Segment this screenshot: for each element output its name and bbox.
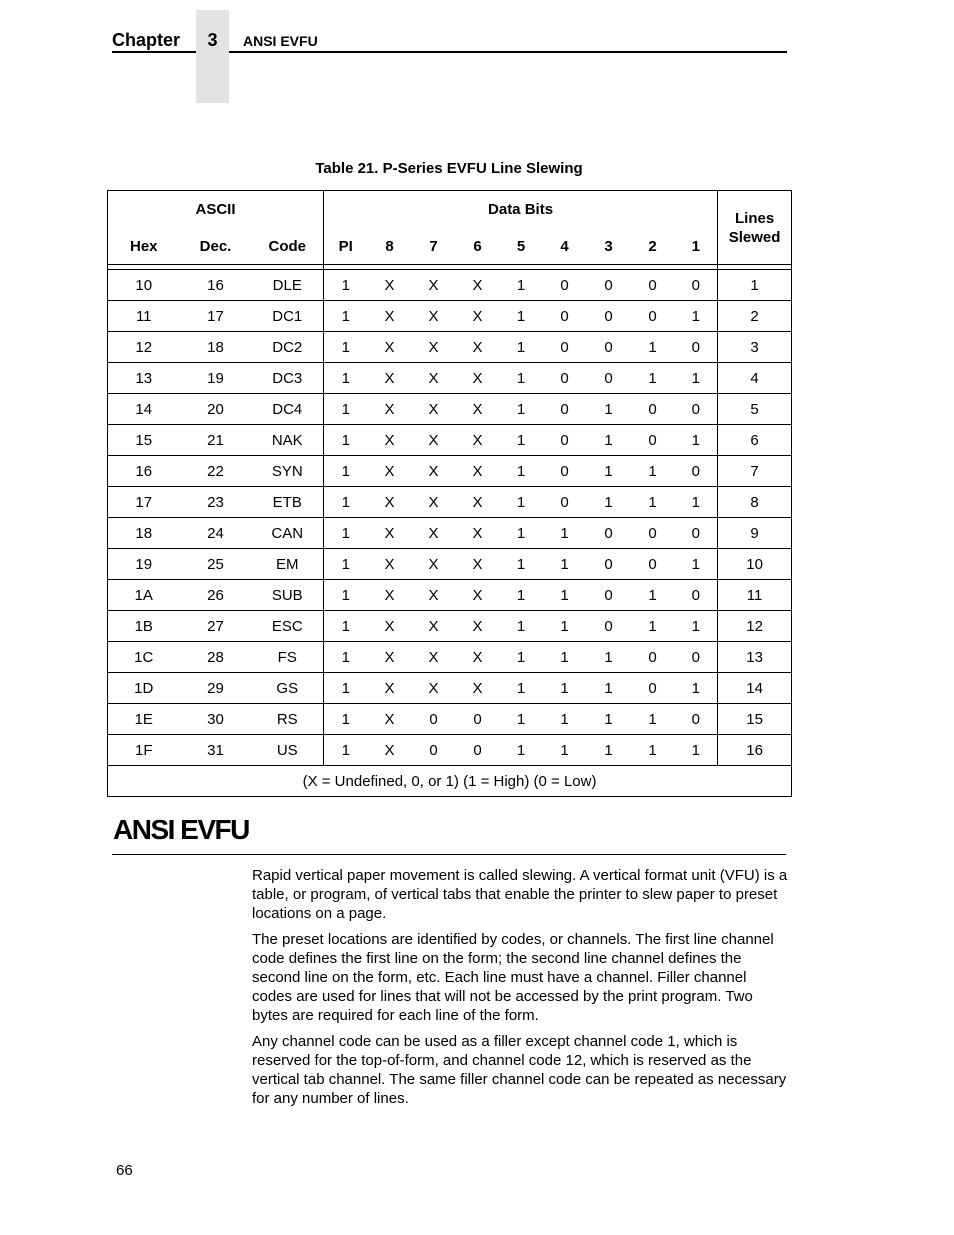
table-cell: 0 [543, 270, 587, 301]
chapter-rule [112, 51, 196, 53]
table-cell: 0 [587, 332, 631, 363]
table-cell: 29 [180, 673, 252, 704]
table-row [108, 580, 792, 611]
table-cell: 1 [675, 735, 718, 766]
table-cell: 1 [324, 332, 368, 363]
table-cell: 0 [412, 704, 456, 735]
heading-rule [112, 854, 786, 855]
table-cell: X [412, 642, 456, 673]
table-cell: X [368, 394, 412, 425]
table-cell: 0 [587, 363, 631, 394]
table-row [108, 301, 792, 332]
table-cell: 0 [543, 394, 587, 425]
table-cell: 1 [543, 518, 587, 549]
table-cell: X [412, 270, 456, 301]
table-cell: X [456, 425, 500, 456]
table-row [108, 735, 792, 766]
table-cell: 1E [108, 704, 180, 735]
table-cell: 1 [631, 332, 675, 363]
table-cell: 20 [180, 394, 252, 425]
table-cell: X [368, 332, 412, 363]
table-cell: 19 [180, 363, 252, 394]
table-cell: 0 [675, 580, 718, 611]
table-cell: X [368, 549, 412, 580]
table-cell: 1 [324, 704, 368, 735]
table-cell: 16 [718, 735, 792, 766]
table-cell: 1 [500, 363, 543, 394]
table-cell: 30 [180, 704, 252, 735]
table-cell: X [368, 580, 412, 611]
table-cell: 1 [324, 549, 368, 580]
table-cell: 1A [108, 580, 180, 611]
table-cell: X [412, 580, 456, 611]
table-cell: EM [252, 549, 324, 580]
table-cell: 1 [324, 456, 368, 487]
table-cell: X [456, 394, 500, 425]
table-cell: 31 [180, 735, 252, 766]
table-cell: 0 [456, 735, 500, 766]
table-cell: 17 [108, 487, 180, 518]
table-cell: 1 [324, 735, 368, 766]
table-cell: 1 [500, 642, 543, 673]
table-cell: 1 [587, 673, 631, 704]
table-cell: 0 [456, 704, 500, 735]
chapter-tab [196, 10, 229, 103]
table-cell: X [412, 456, 456, 487]
chapter-number: 3 [207, 30, 218, 50]
table-footnote: (X = Undefined, 0, or 1) (1 = High) (0 = Low) [108, 766, 792, 797]
table-cell: 7 [718, 456, 792, 487]
table-cell: 0 [631, 425, 675, 456]
column-header: PI [324, 228, 368, 265]
body-text [252, 866, 788, 1115]
table-cell: 24 [180, 518, 252, 549]
table-cell: X [368, 518, 412, 549]
data-bits-group-header: Data Bits [324, 191, 718, 229]
chapter-label: Chapter [112, 30, 181, 50]
table-cell: 1 [500, 332, 543, 363]
table-cell: 0 [587, 518, 631, 549]
table-cell: X [456, 580, 500, 611]
table-cell: US [252, 735, 324, 766]
table-cell: X [412, 611, 456, 642]
table-cell: 11 [108, 301, 180, 332]
table-cell: 0 [631, 270, 675, 301]
table-cell: 1 [631, 611, 675, 642]
table-cell: 8 [718, 487, 792, 518]
table-cell: 1 [543, 735, 587, 766]
table-cell: 1 [324, 270, 368, 301]
table-cell: 1 [500, 301, 543, 332]
table-cell: 1 [675, 673, 718, 704]
table-cell: 0 [587, 580, 631, 611]
table-cell: 1 [675, 611, 718, 642]
table-cell: 9 [718, 518, 792, 549]
table-cell: 1 [500, 394, 543, 425]
table-cell: 14 [718, 673, 792, 704]
table-cell: 1 [543, 704, 587, 735]
table-cell: 18 [180, 332, 252, 363]
table-row [108, 642, 792, 673]
table-cell: 1 [500, 580, 543, 611]
table-cell: 23 [180, 487, 252, 518]
table-cell: 0 [675, 456, 718, 487]
table-row [108, 487, 792, 518]
table-cell: X [412, 394, 456, 425]
table-cell: 6 [718, 425, 792, 456]
table-cell: 1 [675, 425, 718, 456]
table-cell: X [456, 673, 500, 704]
table-cell: X [368, 673, 412, 704]
table-cell: X [368, 487, 412, 518]
table-cell: 1 [324, 487, 368, 518]
table-cell: 0 [543, 425, 587, 456]
table-cell: 0 [631, 518, 675, 549]
table-cell: X [456, 301, 500, 332]
ascii-group-header: ASCII [195, 201, 236, 218]
table-cell: 1 [324, 642, 368, 673]
table-cell: 1 [324, 518, 368, 549]
table-row [108, 332, 792, 363]
table-cell: 0 [587, 611, 631, 642]
table-cell: GS [252, 673, 324, 704]
table-cell: 0 [631, 673, 675, 704]
table-cell: 1 [500, 735, 543, 766]
table-cell: 0 [675, 518, 718, 549]
table-row [108, 456, 792, 487]
table-cell: X [368, 363, 412, 394]
paragraph: The preset locations are identified by codes, or channels. The first line channel code defines the first line on the form; the second line channel defines the second line on the form, etc. Each line must have a channel. Filler channel codes are used for lines that will not be accessed by the print program. Two bytes are required for each line of the form. [252, 931, 774, 1024]
table-cell: 5 [718, 394, 792, 425]
table-cell: 1 [631, 363, 675, 394]
table-cell: X [456, 487, 500, 518]
table-cell: 1 [543, 549, 587, 580]
table-cell: X [412, 549, 456, 580]
table-cell: 10 [718, 549, 792, 580]
table-cell: 1 [543, 580, 587, 611]
table-cell: 1 [587, 704, 631, 735]
table-cell: 1 [587, 456, 631, 487]
table-cell: 13 [718, 642, 792, 673]
table-cell: X [412, 425, 456, 456]
table-cell: 1 [631, 704, 675, 735]
table-cell: 1 [587, 394, 631, 425]
table-cell: 4 [718, 363, 792, 394]
column-header: Code [268, 237, 306, 255]
table-cell: 1 [324, 580, 368, 611]
table-cell: X [368, 425, 412, 456]
table-cell: 0 [675, 332, 718, 363]
table-cell: 15 [108, 425, 180, 456]
lines-slewed-header-line2: Slewed [728, 228, 781, 246]
table-cell: 1 [500, 425, 543, 456]
table-cell: 2 [718, 301, 792, 332]
table-cell: X [412, 518, 456, 549]
table-cell: 27 [180, 611, 252, 642]
column-header: Dec. [199, 237, 232, 255]
lines-slewed-header [718, 191, 792, 265]
table-cell: 1 [543, 611, 587, 642]
table-cell: RS [252, 704, 324, 735]
table-cell: 0 [412, 735, 456, 766]
table-cell: 16 [180, 270, 252, 301]
table-cell: X [368, 611, 412, 642]
table-row [108, 363, 792, 394]
column-header: 8 [385, 237, 394, 255]
table-cell: 1 [543, 642, 587, 673]
table-cell: X [368, 456, 412, 487]
table-cell: 11 [718, 580, 792, 611]
table-cell: CAN [252, 518, 324, 549]
table-cell: 1B [108, 611, 180, 642]
evfu-line-slewing-table [107, 190, 792, 797]
table-cell: ESC [252, 611, 324, 642]
table-cell: 1 [500, 518, 543, 549]
table-cell: 22 [180, 456, 252, 487]
table-cell: 1 [631, 487, 675, 518]
table-cell: 1 [500, 549, 543, 580]
table-cell: DC3 [252, 363, 324, 394]
table-cell: X [368, 735, 412, 766]
table-cell: 0 [543, 456, 587, 487]
table-body [108, 270, 792, 766]
table-cell: 1 [324, 425, 368, 456]
table-cell: DC4 [252, 394, 324, 425]
table-cell: 13 [108, 363, 180, 394]
table-cell: NAK [252, 425, 324, 456]
table-cell: 12 [718, 611, 792, 642]
table-cell: 0 [587, 301, 631, 332]
table-row [108, 611, 792, 642]
table-cell: 15 [718, 704, 792, 735]
table-row [108, 425, 792, 456]
section-running-head: ANSI EVFU [243, 33, 318, 49]
table-cell: 1F [108, 735, 180, 766]
table-cell: 1 [324, 301, 368, 332]
table-cell: 1 [324, 673, 368, 704]
paragraph: Any channel code can be used as a filler except channel code 1, which is reserved for the top-of-form, and channel code 12, which is reserved as the vertical tab channel. The same filler channel code can be repeated as necessary for any number of lines. [252, 1033, 787, 1107]
section-heading: ANSI EVFU [113, 814, 249, 845]
table-cell: 0 [675, 642, 718, 673]
table-cell: SYN [252, 456, 324, 487]
table-cell: 17 [180, 301, 252, 332]
table-cell: 25 [180, 549, 252, 580]
table-cell: 1 [675, 301, 718, 332]
table-cell: 1 [718, 270, 792, 301]
table-cell: 1 [324, 394, 368, 425]
table-cell: X [456, 518, 500, 549]
table-cell: 1 [675, 549, 718, 580]
table-cell: 28 [180, 642, 252, 673]
table-cell: DC2 [252, 332, 324, 363]
table-cell: 1 [587, 487, 631, 518]
table-cell: 10 [108, 270, 180, 301]
table-cell: 0 [543, 363, 587, 394]
table-cell: X [456, 549, 500, 580]
column-header: Hex [129, 237, 158, 255]
table-cell: 0 [543, 332, 587, 363]
table-cell: 1 [500, 270, 543, 301]
table-cell: 19 [108, 549, 180, 580]
column-header: 6 [473, 237, 482, 255]
column-header: 1 [691, 237, 700, 255]
table-cell: 1 [500, 487, 543, 518]
table-cell: ETB [252, 487, 324, 518]
table-cell: 0 [631, 394, 675, 425]
table-cell: 1D [108, 673, 180, 704]
table-cell: 1 [631, 580, 675, 611]
table-cell: 1 [631, 456, 675, 487]
table-cell: X [456, 332, 500, 363]
table-cell: 0 [631, 301, 675, 332]
table-cell: 0 [587, 270, 631, 301]
table-cell: DC1 [252, 301, 324, 332]
table-cell: X [456, 456, 500, 487]
table-cell: 1 [675, 487, 718, 518]
table-cell: 0 [631, 549, 675, 580]
table-cell: X [412, 301, 456, 332]
paragraph: Rapid vertical paper movement is called slewing. A vertical format unit (VFU) is a table, or program, of vertical tabs that enable the printer to slew paper to preset locations on a page. [252, 867, 788, 922]
table-cell: 26 [180, 580, 252, 611]
table-cell: 1 [500, 704, 543, 735]
table-cell: X [368, 642, 412, 673]
table-cell: 0 [543, 487, 587, 518]
table-cell: 16 [108, 456, 180, 487]
column-header: 4 [560, 237, 569, 255]
table-cell: 0 [631, 642, 675, 673]
page-number: 66 [116, 1162, 133, 1179]
table-cell: 0 [543, 301, 587, 332]
table-cell: 0 [587, 549, 631, 580]
table-cell: SUB [252, 580, 324, 611]
header-rule [229, 51, 787, 53]
table-cell: X [412, 487, 456, 518]
table-caption: Table 21. P-Series EVFU Line Slewing [315, 160, 583, 177]
table-cell: X [456, 611, 500, 642]
table-cell: 14 [108, 394, 180, 425]
table-cell: DLE [252, 270, 324, 301]
table-cell: X [412, 673, 456, 704]
column-header: 2 [648, 237, 657, 255]
table-cell: FS [252, 642, 324, 673]
table-cell: X [368, 270, 412, 301]
table-cell: 1 [500, 611, 543, 642]
table-cell: X [412, 363, 456, 394]
table-row [108, 518, 792, 549]
table-cell: 1 [587, 425, 631, 456]
table-cell: 18 [108, 518, 180, 549]
table-cell: 21 [180, 425, 252, 456]
table-cell: 1 [587, 735, 631, 766]
table-row [108, 704, 792, 735]
table-cell: 1 [324, 611, 368, 642]
table-cell: 1 [500, 456, 543, 487]
column-header: 3 [604, 237, 613, 255]
table-row [108, 394, 792, 425]
table-cell: 1 [543, 673, 587, 704]
table-cell: 0 [675, 394, 718, 425]
table-cell: 1C [108, 642, 180, 673]
table-cell: 1 [675, 363, 718, 394]
table-cell: 1 [631, 735, 675, 766]
table-cell: X [456, 270, 500, 301]
table-row [108, 270, 792, 301]
column-header: 5 [516, 237, 526, 255]
table-cell: 1 [324, 363, 368, 394]
table-cell: 0 [675, 270, 718, 301]
table-cell: 0 [675, 704, 718, 735]
table-cell: X [412, 332, 456, 363]
table-cell: X [368, 704, 412, 735]
table-row [108, 549, 792, 580]
table-row [108, 673, 792, 704]
table-cell: X [368, 301, 412, 332]
lines-slewed-header-line1: Lines [734, 209, 775, 227]
table-cell: X [456, 363, 500, 394]
table-cell: 3 [718, 332, 792, 363]
column-header: 7 [429, 237, 438, 255]
table-cell: 12 [108, 332, 180, 363]
table-cell: 1 [500, 673, 543, 704]
table-cell: X [456, 642, 500, 673]
table-cell: 1 [587, 642, 631, 673]
